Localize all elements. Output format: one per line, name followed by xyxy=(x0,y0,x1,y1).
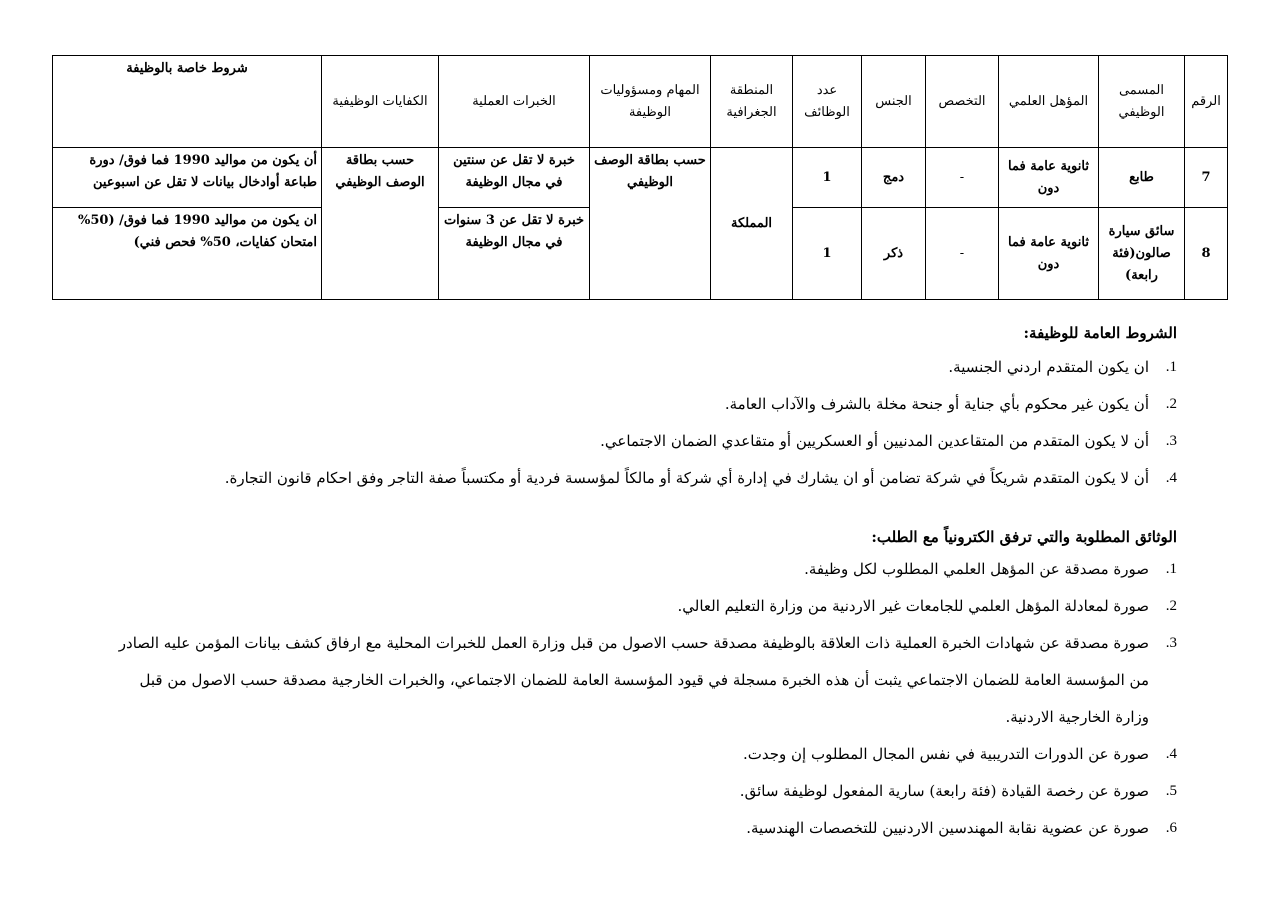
item-text: أن لا يكون المتقدم من المتقاعدين المدنيين أو العسكريين أو متقاعدي الضمان الاجتماعي. xyxy=(600,432,1149,450)
cell-count: 1 xyxy=(793,148,862,208)
documents-list xyxy=(107,551,1177,847)
cell-specialty: - xyxy=(926,208,999,300)
item-number: 1. xyxy=(1165,561,1177,577)
item-number: 3. xyxy=(1165,433,1177,449)
item-text: صورة لمعادلة المؤهل العلمي للجامعات غير الاردنية من وزارة التعليم العالي. xyxy=(677,597,1149,615)
header-gender: الجنس xyxy=(862,56,926,148)
documents-title: الوثائق المطلوبة والتي ترفق الكترونياً مع الطلب: xyxy=(871,528,1177,546)
cell-region: المملكة xyxy=(711,148,793,300)
cell-conditions: أن يكون من مواليد 1990 فما فوق/ دورة طباعة أوادخال بيانات لا تقل عن اسبوعين xyxy=(53,148,322,208)
general-conditions-title: الشروط العامة للوظيفة: xyxy=(1023,324,1177,342)
cell-competencies: حسب بطاقة الوصف الوظيفي xyxy=(322,148,439,300)
cell-num: 8 xyxy=(1185,208,1228,300)
item-number: 2. xyxy=(1165,598,1177,614)
item-number: 2. xyxy=(1165,396,1177,412)
header-num: الرقم xyxy=(1185,56,1228,148)
header-count: عدد الوظائف xyxy=(793,56,862,148)
cell-qualification: ثانوية عامة فما دون xyxy=(999,148,1099,208)
item-text: صورة مصدقة عن شهادات الخبرة العملية ذات العلاقة بالوظيفة مصدقة حسب الاصول من قبل وزارة العمل للخبرات المحلية مع ارفاق كشف بيانات المؤمن عليه الصادر من المؤسسة العامة للضمان الاجتماعي يثبت أن هذه الخبرة مسجلة في قيود المؤسسة العامة للضمان الاجتماعي، والخبرات الخارجية مصدقة حسب الاصول من قبل وزارة الخارجية الاردنية. xyxy=(118,634,1149,726)
general-conditions-list xyxy=(107,349,1177,497)
item-number: 1. xyxy=(1165,359,1177,375)
general-conditions-section xyxy=(107,322,1177,497)
header-specialty: التخصص xyxy=(926,56,999,148)
cell-count: 1 xyxy=(793,208,862,300)
list-item xyxy=(107,588,1177,625)
list-item xyxy=(107,460,1177,497)
list-item xyxy=(107,773,1177,810)
cell-duties: حسب بطاقة الوصف الوظيفي xyxy=(590,148,711,300)
header-experience: الخبرات العملية xyxy=(439,56,590,148)
header-duties: المهام ومسؤوليات الوظيفة xyxy=(590,56,711,148)
cell-title: سائق سيارة صالون(فئة رابعة) xyxy=(1099,208,1185,300)
header-conditions: شروط خاصة بالوظيفة xyxy=(53,56,322,148)
item-number: 5. xyxy=(1165,783,1177,799)
cell-specialty: - xyxy=(926,148,999,208)
documents-section xyxy=(107,526,1177,847)
item-text: أن يكون غير محكوم بأي جناية أو جنحة مخلة بالشرف والآداب العامة. xyxy=(724,395,1149,413)
list-item xyxy=(107,551,1177,588)
list-item xyxy=(107,810,1177,847)
cell-experience: خبرة لا تقل عن سنتين في مجال الوظيفة xyxy=(439,148,590,208)
table-header-row xyxy=(53,56,1228,148)
item-text: ان يكون المتقدم اردني الجنسية. xyxy=(948,358,1149,376)
cell-title: طابع xyxy=(1099,148,1185,208)
item-text: صورة عن الدورات التدريبية في نفس المجال المطلوب إن وجدت. xyxy=(742,745,1149,763)
item-number: 4. xyxy=(1165,470,1177,486)
item-text: أن لا يكون المتقدم شريكاً في شركة تضامن أو ان يشارك في إدارة أي شركة أو مالكاً لمؤسسة فردية أو مكتسباً صفة التاجر وفق احكام قانون التجارة. xyxy=(224,469,1149,487)
item-number: 6. xyxy=(1165,820,1177,836)
list-item xyxy=(107,386,1177,423)
cell-gender: ذكر xyxy=(862,208,926,300)
cell-num: 7 xyxy=(1185,148,1228,208)
list-item xyxy=(107,423,1177,460)
list-item xyxy=(107,349,1177,386)
cell-gender: دمج xyxy=(862,148,926,208)
cell-experience: خبرة لا تقل عن 3 سنوات في مجال الوظيفة xyxy=(439,208,590,300)
item-text: صورة عن رخصة القيادة (فئة رابعة) سارية المفعول لوظيفة سائق. xyxy=(739,782,1149,800)
table-row xyxy=(53,148,1228,208)
item-number: 3. xyxy=(1165,635,1177,651)
item-text: صورة مصدقة عن المؤهل العلمي المطلوب لكل وظيفة. xyxy=(804,560,1149,578)
item-number: 4. xyxy=(1165,746,1177,762)
jobs-table xyxy=(52,55,1228,300)
list-item xyxy=(107,736,1177,773)
header-region: المنطقة الجغرافية xyxy=(711,56,793,148)
header-competencies: الكفايات الوظيفية xyxy=(322,56,439,148)
header-title: المسمى الوظيفي xyxy=(1099,56,1185,148)
item-text: صورة عن عضوية نقابة المهندسين الاردنيين للتخصصات الهندسية. xyxy=(746,819,1149,837)
list-item xyxy=(107,625,1177,736)
cell-qualification: ثانوية عامة فما دون xyxy=(999,208,1099,300)
header-qualification: المؤهل العلمي xyxy=(999,56,1099,148)
cell-conditions: ان يكون من مواليد 1990 فما فوق/ (50% امتحان كفايات، 50% فحص فني) xyxy=(53,208,322,300)
